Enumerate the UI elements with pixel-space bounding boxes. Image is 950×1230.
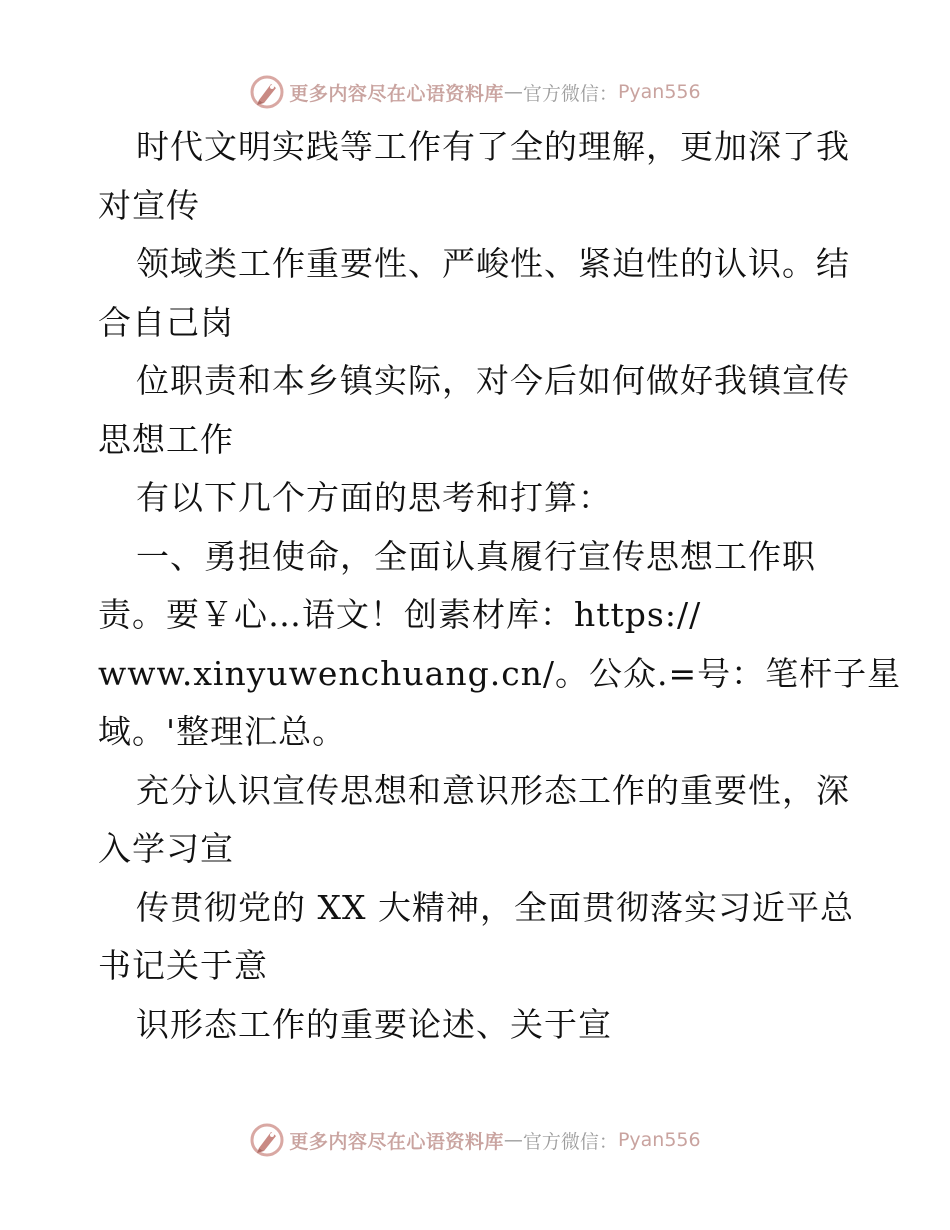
body-line: 域。'整理汇总。	[98, 712, 347, 751]
watermark-site-text: 更多内容尽在心语资料库	[289, 82, 504, 105]
body-line: 思想工作	[98, 419, 234, 459]
body-line: 传贯彻党的 XX 大精神，全面贯彻落实习近平总	[136, 887, 854, 927]
body-line: 充分认识宣传思想和意识形态工作的重要性，深	[136, 770, 850, 810]
watermark-dash: —	[503, 1129, 523, 1151]
body-line: 书记关于意	[98, 946, 268, 985]
body-line: 有以下几个方面的思考和打算：	[136, 478, 612, 517]
footer-watermark	[0, 1120, 950, 1160]
watermark-wechat-id: Pyan556	[617, 81, 701, 103]
watermark-wechat-id: Pyan556	[617, 1129, 701, 1151]
body-line: www.xinyuwenchuang.cn/。公众.=号：笔杆子星	[98, 653, 902, 693]
body-line: 责。要￥心…语文！创素材库：https://	[98, 595, 702, 634]
watermark-wechat-label: 官方微信：	[522, 1130, 618, 1153]
body-line: 时代文明实践等工作有了全的理解，更加深了我	[136, 127, 850, 166]
pen-logo-icon	[249, 74, 285, 110]
body-line: 入学习宣	[98, 829, 234, 868]
body-line: 位职责和本乡镇实际，对今后如何做好我镇宣传	[136, 361, 850, 400]
watermark-site-text: 更多内容尽在心语资料库	[289, 1130, 504, 1153]
body-line: 对宣传	[98, 185, 200, 225]
pen-logo-icon	[249, 1122, 285, 1158]
watermark-dash: —	[503, 81, 523, 103]
body-line: 识形态工作的重要论述、关于宣	[136, 1004, 612, 1044]
body-line: 领域类工作重要性、严峻性、紧迫性的认识。结	[136, 244, 850, 283]
header-watermark	[0, 72, 950, 112]
body-line: 一、勇担使命，全面认真履行宣传思想工作职	[136, 536, 816, 576]
document-body	[98, 118, 902, 1054]
body-line: 合自己岗	[98, 302, 234, 342]
watermark-wechat-label: 官方微信：	[522, 82, 618, 105]
